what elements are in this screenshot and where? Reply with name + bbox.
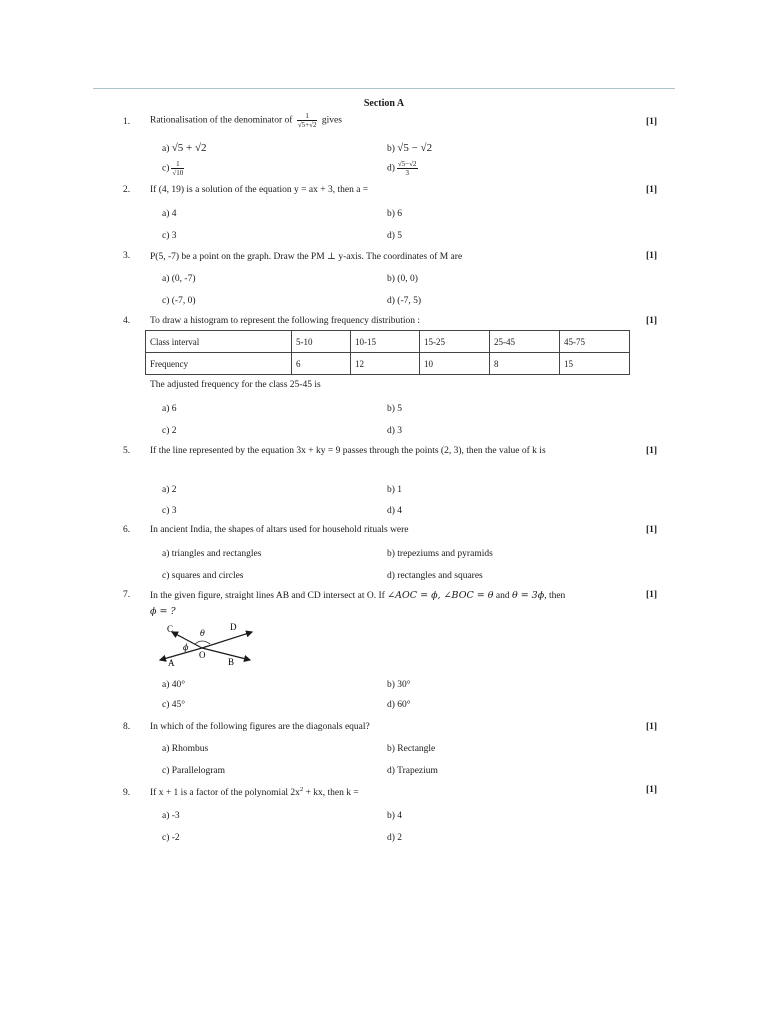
table-cell: 45-75 (560, 331, 630, 353)
question-text: P(5, -7) be a point on the graph. Draw the PM ⊥ y-axis. The coordinates of M are (150, 252, 463, 262)
option-c: c) 2 (162, 426, 177, 436)
option-d: d) $\frac{√5-√2}{3}$ (387, 160, 417, 177)
question-text: In the given figure, straight lines AB and CD intersect at O. If ∠AOC = ϕ, ∠BOC = θ and θ = 3ϕ, then (150, 590, 566, 601)
question-text: If (4, 19) is a solution of the equation y = ax + 3, then a = (150, 185, 369, 195)
option-c: c) Parallelogram (162, 766, 226, 776)
option-a: a) (0, -7) (162, 274, 196, 284)
table-row (146, 331, 630, 353)
marks: [1] (646, 185, 658, 195)
option-d: d) 5 (387, 231, 403, 241)
question-number: 2. (123, 185, 131, 195)
marks: [1] (646, 785, 658, 795)
option-a: a) Rhombus (162, 744, 209, 754)
option-b: b) 1 (387, 485, 403, 495)
label-theta: θ (200, 629, 205, 638)
option-a: a) 6 (162, 404, 177, 414)
option-b: b) 5 (387, 404, 403, 414)
table-cell: 25-45 (490, 331, 560, 353)
option-d: d) 3 (387, 426, 403, 436)
question-number: 9. (123, 788, 131, 798)
question-number: 7. (123, 590, 131, 600)
option-b: b) (0, 0) (387, 274, 418, 284)
math-expression: θ = 3ϕ (511, 590, 545, 601)
question-followup: The adjusted frequency for the class 25-45 is (150, 380, 321, 390)
question-text-line2: ϕ = ? (150, 606, 176, 617)
option-c: c) (-7, 0) (162, 296, 196, 306)
option-a: a) 40° (162, 680, 186, 690)
question-text: In ancient India, the shapes of altars used for household rituals were (150, 525, 409, 535)
label-c: C (167, 624, 174, 634)
intersecting-lines-figure (150, 620, 265, 670)
option-d: d) 4 (387, 506, 403, 516)
option-d: d) rectangles and squares (387, 571, 483, 581)
table-cell: 10 (420, 353, 490, 375)
question-number: 4. (123, 316, 131, 326)
marks: [1] (646, 446, 658, 456)
angle-arc (195, 641, 210, 644)
question-number: 5. (123, 446, 131, 456)
frequency-table (145, 330, 630, 375)
option-a: a) √5 + √2 (162, 142, 207, 154)
option-c: c) 45° (162, 700, 186, 710)
section-title: Section A (363, 98, 405, 109)
option-d: d) Trapezium (387, 766, 438, 776)
label-d: D (230, 622, 237, 632)
option-d: d) 60° (387, 700, 411, 710)
label-a: A (168, 658, 175, 668)
question-text (150, 112, 342, 129)
table-cell: 15-25 (420, 331, 490, 353)
option-a: a) triangles and rectangles (162, 549, 262, 559)
option-b: b) 30° (387, 680, 411, 690)
table-cell: 15 (560, 353, 630, 375)
option-c: c) 3 (162, 231, 177, 241)
table-cell: 5-10 (292, 331, 351, 353)
option-c: c) $\frac{1}{√10}$ (162, 160, 184, 177)
option-a: a) 4 (162, 209, 177, 219)
question-text: If the line represented by the equation 3x + ky = 9 passes through the points (2, 3), then the value of k is (150, 446, 546, 456)
marks: [1] (646, 525, 658, 535)
marks: [1] (646, 117, 658, 127)
ray-od (202, 632, 252, 648)
option-b: b) 6 (387, 209, 403, 219)
option-d: d) (-7, 5) (387, 296, 422, 306)
question-text: In which of the following figures are the diagonals equal? (150, 722, 370, 732)
option-b: b) √5 − √2 (387, 142, 433, 154)
marks: [1] (646, 316, 658, 326)
ray-oa (160, 648, 202, 660)
ray-ob (202, 648, 250, 660)
option-a: a) 2 (162, 485, 177, 495)
q1-fraction: $\frac{1}{√5+√2}$ (297, 112, 317, 129)
table-cell: 12 (351, 353, 420, 375)
option-d: d) 2 (387, 833, 403, 843)
table-cell: 10-15 (351, 331, 420, 353)
option-c: c) -2 (162, 833, 180, 843)
question-number: 1. (123, 117, 131, 127)
option-b: b) 4 (387, 811, 403, 821)
option-a: a) -3 (162, 811, 180, 821)
header-rule (93, 88, 675, 89)
math-expression: ∠AOC = ϕ, ∠BOC = θ (387, 590, 494, 601)
table-cell: Frequency (146, 353, 292, 375)
question-number: 6. (123, 525, 131, 535)
table-cell: Class interval (146, 331, 292, 353)
question-text: To draw a histogram to represent the following frequency distribution : (150, 316, 421, 326)
q1-pre: Rationalisation of the denominator of (150, 115, 293, 126)
question-number: 8. (123, 722, 131, 732)
question-number: 3. (123, 251, 131, 261)
table-cell: 6 (292, 353, 351, 375)
marks: [1] (646, 251, 658, 261)
marks: [1] (646, 590, 658, 600)
option-b: b) Rectangle (387, 744, 436, 754)
option-b: b) trepeziums and pyramids (387, 549, 493, 559)
table-cell: 8 (490, 353, 560, 375)
marks: [1] (646, 722, 658, 732)
label-b: B (228, 657, 235, 667)
q1-post: gives (321, 115, 342, 126)
label-o: O (199, 650, 206, 660)
option-c: c) 3 (162, 506, 177, 516)
question-text: If x + 1 is a factor of the polynomial $2x^2$ + kx, then k = (150, 786, 359, 799)
label-phi: ϕ (183, 643, 189, 652)
option-c: c) squares and circles (162, 571, 244, 581)
table-row (146, 353, 630, 375)
